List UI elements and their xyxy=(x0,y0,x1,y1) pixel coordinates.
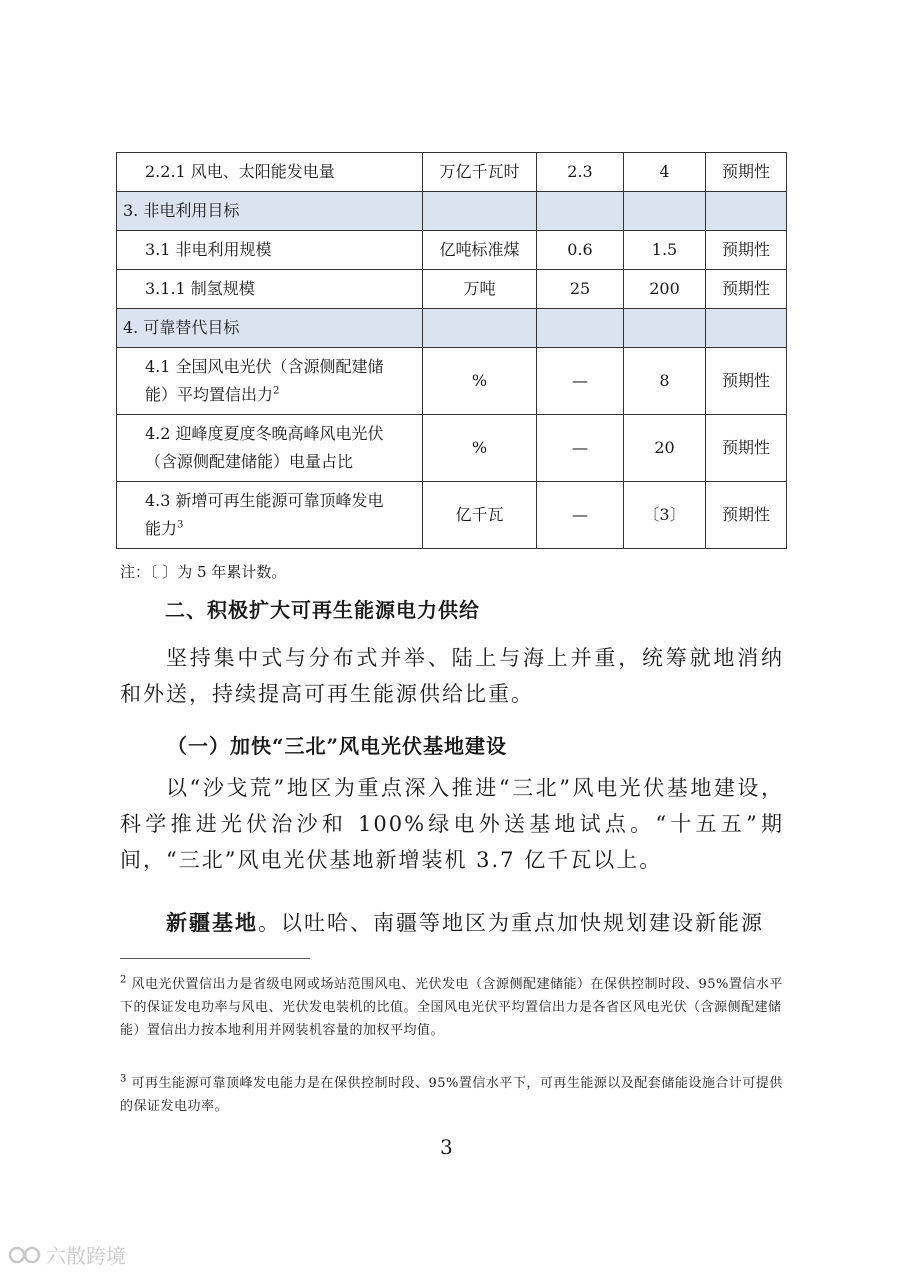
indicator-cell: 2.2.1 风电、太阳能发电量 xyxy=(117,153,423,192)
footnote-mark: 2 xyxy=(120,974,127,986)
table-row xyxy=(117,153,787,192)
body-paragraph xyxy=(120,905,784,941)
footnote-ref: 3 xyxy=(177,519,184,531)
indicator-line: 4.3 新增可再生能源可靠顶峰发电 xyxy=(145,491,384,510)
value-cell: — xyxy=(537,482,624,549)
empty-cell xyxy=(537,309,624,348)
attribute-cell: 预期性 xyxy=(706,231,787,270)
footnote-text: 风电光伏置信出力是省级电网或场站范围风电、光伏发电（含源侧配建储能）在保供控制时段、95%置信水平下的保证发电功率与风电、光伏发电装机的比值。全国风电光伏平均置信出力是各省区风电光伏（含源侧配建储能）置信出力按本地利用并网装机容量的加权平均值。 xyxy=(120,977,783,1038)
attribute-cell: 预期性 xyxy=(706,270,787,309)
empty-cell xyxy=(706,309,787,348)
value-cell: 〔3〕 xyxy=(624,482,706,549)
empty-cell xyxy=(624,309,706,348)
value-cell: 4 xyxy=(624,153,706,192)
value-cell: 2.3 xyxy=(537,153,624,192)
empty-cell xyxy=(624,192,706,231)
value-cell: — xyxy=(537,348,624,415)
unit-cell: 亿千瓦 xyxy=(423,482,537,549)
section-heading: 二、积极扩大可再生能源电力供给 xyxy=(165,598,480,622)
page-number: 3 xyxy=(440,1135,453,1159)
indicator-line-text: 能）平均置信出力 xyxy=(145,385,274,404)
indicator-line-text: 能力 xyxy=(145,519,178,538)
empty-cell xyxy=(706,192,787,231)
watermark xyxy=(8,1240,126,1269)
value-cell: 8 xyxy=(624,348,706,415)
empty-cell xyxy=(423,309,537,348)
section-row xyxy=(117,192,787,231)
paragraph-lead: 新疆基地 xyxy=(166,910,258,935)
table-row xyxy=(117,270,787,309)
indicator-line xyxy=(145,381,416,409)
unit-cell: % xyxy=(423,348,537,415)
value-cell: 1.5 xyxy=(624,231,706,270)
indicator-line xyxy=(145,515,416,543)
table-row xyxy=(117,415,787,482)
attribute-cell: 预期性 xyxy=(706,153,787,192)
section-label: 3. 非电利用目标 xyxy=(117,192,423,231)
table-row xyxy=(117,348,787,415)
footnote-ref: 2 xyxy=(273,385,280,397)
indicator-cell xyxy=(117,415,423,482)
table-row xyxy=(117,231,787,270)
value-cell: 0.6 xyxy=(537,231,624,270)
attribute-cell: 预期性 xyxy=(706,415,787,482)
subsection-heading: （一）加快“三北”风电光伏基地建设 xyxy=(167,734,508,758)
indicator-cell xyxy=(117,482,423,549)
value-cell: — xyxy=(537,415,624,482)
watermark-logo-icon xyxy=(8,1244,42,1266)
paragraph-text: 。以吐哈、南疆等地区为重点加快规划建设新能源 xyxy=(258,911,764,935)
footnote-divider xyxy=(120,958,310,959)
table-note: 注：〔 〕为 5 年累计数。 xyxy=(120,563,287,581)
targets-table xyxy=(116,152,787,549)
indicator-cell: 3.1.1 制氢规模 xyxy=(117,270,423,309)
value-cell: 200 xyxy=(624,270,706,309)
indicator-cell: 3.1 非电利用规模 xyxy=(117,231,423,270)
table-row xyxy=(117,482,787,549)
unit-cell: 万吨 xyxy=(423,270,537,309)
footnote-mark: 3 xyxy=(120,1073,127,1085)
section-row xyxy=(117,309,787,348)
body-paragraph: 坚持集中式与分布式并举、陆上与海上并重，统筹就地消纳和外送，持续提高可再生能源供给比重。 xyxy=(120,646,784,706)
unit-cell: 亿吨标准煤 xyxy=(423,231,537,270)
footnote xyxy=(120,1072,784,1118)
body-paragraph: 以“沙戈荒”地区为重点深入推进“三北”风电光伏基地建设，科学推进光伏治沙和 100%绿电外送基地试点。“十五五”期间，“三北”风电光伏基地新增装机 3.7 亿千瓦以上。 xyxy=(120,776,784,872)
footnote-text: 可再生能源可靠顶峰发电能力是在保供控制时段、95%置信水平下，可再生能源以及配套储能设施合计可提供的保证发电功率。 xyxy=(120,1076,783,1114)
indicator-cell xyxy=(117,348,423,415)
value-cell: 20 xyxy=(624,415,706,482)
value-cell: 25 xyxy=(537,270,624,309)
empty-cell xyxy=(423,192,537,231)
attribute-cell: 预期性 xyxy=(706,348,787,415)
unit-cell: % xyxy=(423,415,537,482)
indicator-line: （含源侧配建储能）电量占比 xyxy=(145,452,354,471)
attribute-cell: 预期性 xyxy=(706,482,787,549)
section-label: 4. 可靠替代目标 xyxy=(117,309,423,348)
footnote xyxy=(120,973,784,1042)
unit-cell: 万亿千瓦时 xyxy=(423,153,537,192)
watermark-text: 六散跨境 xyxy=(46,1246,126,1268)
targets-table-container xyxy=(116,152,786,549)
indicator-line: 4.1 全国风电光伏（含源侧配建储 xyxy=(145,357,384,376)
empty-cell xyxy=(537,192,624,231)
indicator-line: 4.2 迎峰度夏度冬晚高峰风电光伏 xyxy=(145,424,384,443)
